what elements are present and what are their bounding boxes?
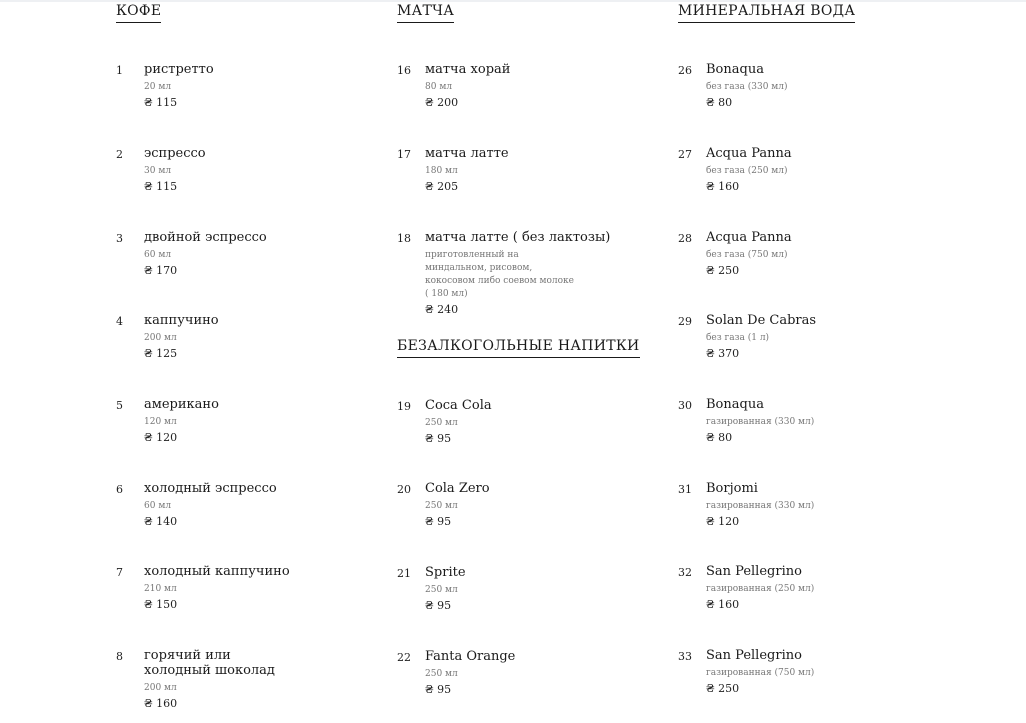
item-volume: газированная (250 мл) [706,584,815,594]
item-price: ₴ 115 [144,180,178,193]
item-volume: 20 мл [144,82,172,92]
item-name: холодный каппучино [144,564,290,579]
item-number: 26 [678,64,692,77]
item-number: 30 [678,399,692,412]
item-number: 27 [678,148,692,161]
item-name: Acqua Panna [706,230,792,245]
item-price: ₴ 80 [706,431,733,444]
item-price: ₴ 125 [144,347,178,360]
item-volume: 250 мл [425,501,458,511]
item-volume: 200 мл [144,683,177,693]
item-volume: без газа (750 мл) [706,250,788,260]
item-price: ₴ 95 [425,515,452,528]
item-volume: газированная (750 мл) [706,668,815,678]
item-volume: газированная (330 мл) [706,417,815,427]
item-price: ₴ 250 [706,264,740,277]
item-volume: 60 мл [144,501,172,511]
item-price: ₴ 115 [144,96,178,109]
item-volume: без газа (330 мл) [706,82,788,92]
item-volume: без газа (1 л) [706,333,770,343]
item-number: 4 [116,315,123,328]
item-volume: без газа (250 мл) [706,166,788,176]
item-name: матча хорай [425,62,511,77]
item-price: ₴ 200 [425,96,459,109]
item-volume: 180 мл [425,166,458,176]
item-price: ₴ 160 [706,598,740,611]
item-name: горячий или холодный шоколад [144,648,275,678]
item-volume: 250 мл [425,585,458,595]
item-number: 20 [397,483,411,496]
item-number: 2 [116,148,123,161]
item-number: 6 [116,483,123,496]
item-name: San Pellegrino [706,564,802,579]
section-title-mineral-water: МИНЕРАЛЬНАЯ ВОДА [678,2,855,23]
item-name: матча латте [425,146,509,161]
item-price: ₴ 95 [425,432,452,445]
item-number: 21 [397,567,411,580]
item-name: San Pellegrino [706,648,802,663]
item-volume: 250 мл [425,669,458,679]
item-number: 16 [397,64,411,77]
item-name: Bonaqua [706,397,764,412]
item-number: 8 [116,650,123,663]
item-number: 29 [678,315,692,328]
item-name: Fanta Orange [425,649,516,664]
item-number: 33 [678,650,692,663]
item-volume: 30 мл [144,166,172,176]
item-price: ₴ 205 [425,180,459,193]
item-volume: 80 мл [425,82,453,92]
item-volume: 200 мл [144,333,177,343]
item-name: каппучино [144,313,219,328]
item-price: ₴ 170 [144,264,178,277]
item-number: 31 [678,483,692,496]
item-volume: 60 мл [144,250,172,260]
item-price: ₴ 95 [425,599,452,612]
section-title-coffee: КОФЕ [116,2,161,23]
item-name: Acqua Panna [706,146,792,161]
item-name: американо [144,397,219,412]
item-volume: 250 мл [425,418,458,428]
item-number: 1 [116,64,123,77]
item-number: 18 [397,232,411,245]
item-price: ₴ 120 [144,431,178,444]
item-volume: 210 мл [144,584,177,594]
item-number: 32 [678,566,692,579]
item-name: матча латте ( без лактозы) [425,230,611,245]
item-number: 19 [397,400,411,413]
item-price: ₴ 150 [144,598,178,611]
item-number: 28 [678,232,692,245]
item-number: 5 [116,399,123,412]
item-name: эспрессо [144,146,206,161]
item-name: Sprite [425,565,466,580]
item-description: приготовленный на миндальном, рисовом, кокосовом либо соевом молоке ( 180 мл) [425,250,574,299]
item-price: ₴ 160 [706,180,740,193]
item-name: холодный эспрессо [144,481,277,496]
item-name: двойной эспрессо [144,230,267,245]
item-price: ₴ 120 [706,515,740,528]
item-name: Cola Zero [425,481,490,496]
item-number: 22 [397,651,411,664]
item-volume: 120 мл [144,417,177,427]
item-name: Solan De Cabras [706,313,817,328]
item-price: ₴ 95 [425,683,452,696]
item-name: Coca Cola [425,398,492,413]
item-name: ристретто [144,62,214,77]
item-volume: газированная (330 мл) [706,501,815,511]
item-price: ₴ 80 [706,96,733,109]
item-number: 17 [397,148,411,161]
section-title-soft-drinks: БЕЗАЛКОГОЛЬНЫЕ НАПИТКИ [397,337,640,358]
item-price: ₴ 250 [706,682,740,695]
item-name: Borjomi [706,481,758,496]
item-name: Bonaqua [706,62,764,77]
item-price: ₴ 140 [144,515,178,528]
item-number: 7 [116,566,123,579]
item-price: ₴ 370 [706,347,740,360]
section-title-matcha: МАТЧА [397,2,454,23]
item-price: ₴ 240 [425,303,459,316]
item-number: 3 [116,232,123,245]
item-price: ₴ 160 [144,697,178,710]
